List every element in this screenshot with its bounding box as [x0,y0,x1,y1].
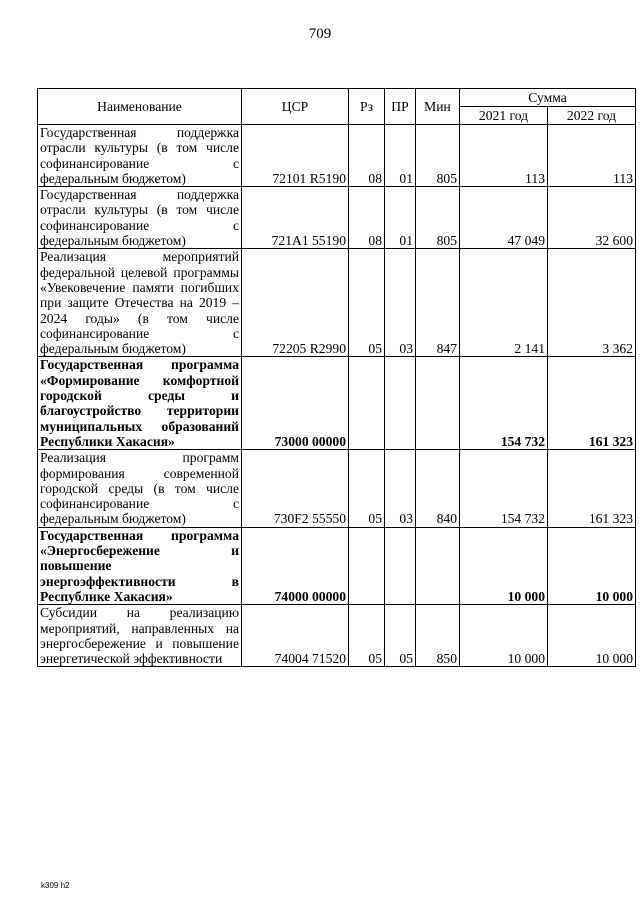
row-rz: 08 [349,187,385,249]
row-pr: 01 [385,187,416,249]
header-year-2022: 2022 год [548,107,636,125]
row-pr: 03 [385,450,416,527]
budget-table [37,88,636,667]
row-sum-2022: 113 [548,125,636,187]
table-row [38,125,636,187]
table-row [38,605,636,667]
row-name: Государственная программа «Энергосбережение и повышение энергоэффективности в Республике Хакасия» [38,527,242,604]
header-sum: Сумма [460,89,636,107]
row-sum-2022: 161 323 [548,357,636,450]
row-name: Реализация мероприятий федеральной целевой программы «Увековечение памяти погибших при защите Отечества на 2019 – 2024 годы» (в том числе софинансирование с федеральным бюджетом) [38,249,242,357]
row-pr [385,357,416,450]
table-row [38,357,636,450]
row-csr: 73000 00000 [242,357,349,450]
table-row [38,450,636,527]
row-sum-2021: 154 732 [460,450,548,527]
table-row [38,527,636,604]
table-row [38,187,636,249]
footer-code: k309 h2 [41,881,70,890]
row-min: 805 [416,187,460,249]
row-rz: 05 [349,605,385,667]
row-pr: 01 [385,125,416,187]
row-min: 847 [416,249,460,357]
row-min: 850 [416,605,460,667]
row-rz: 05 [349,249,385,357]
row-min [416,357,460,450]
row-min: 805 [416,125,460,187]
header-csr: ЦСР [242,89,349,125]
row-csr: 72205 R2990 [242,249,349,357]
row-sum-2022: 10 000 [548,527,636,604]
header-min: Мин [416,89,460,125]
page-number: 709 [308,26,332,42]
row-rz [349,357,385,450]
row-sum-2021: 10 000 [460,527,548,604]
row-sum-2021: 113 [460,125,548,187]
row-rz [349,527,385,604]
row-name: Субсидии на реализацию мероприятий, направленных на энергосбережение и повышение энергетической эффективности [38,605,242,667]
row-rz: 05 [349,450,385,527]
row-sum-2022: 10 000 [548,605,636,667]
row-csr: 72101 R5190 [242,125,349,187]
row-pr: 03 [385,249,416,357]
row-sum-2022: 32 600 [548,187,636,249]
row-name: Государственная поддержка отрасли культуры (в том числе софинансирование с федеральным бюджетом) [38,125,242,187]
row-min [416,527,460,604]
row-sum-2021: 154 732 [460,357,548,450]
row-name: Государственная программа «Формирование комфортной городской среды и благоустройство территории муниципальных образований Республики Хакасия» [38,357,242,450]
row-csr: 721A1 55190 [242,187,349,249]
row-rz: 08 [349,125,385,187]
row-csr: 74004 71520 [242,605,349,667]
header-year-2021: 2021 год [460,107,548,125]
row-sum-2021: 10 000 [460,605,548,667]
header-pr: ПР [385,89,416,125]
row-name: Реализация программ формирования современной городской среды (в том числе софинансирование с федеральным бюджетом) [38,450,242,527]
row-sum-2021: 47 049 [460,187,548,249]
header-name: Наименование [38,89,242,125]
header-rz: Рз [349,89,385,125]
row-sum-2021: 2 141 [460,249,548,357]
row-sum-2022: 3 362 [548,249,636,357]
row-min: 840 [416,450,460,527]
row-name: Государственная поддержка отрасли культуры (в том числе софинансирование с федеральным бюджетом) [38,187,242,249]
row-csr: 730F2 55550 [242,450,349,527]
row-pr [385,527,416,604]
row-pr: 05 [385,605,416,667]
row-sum-2022: 161 323 [548,450,636,527]
row-csr: 74000 00000 [242,527,349,604]
table-row [38,249,636,357]
